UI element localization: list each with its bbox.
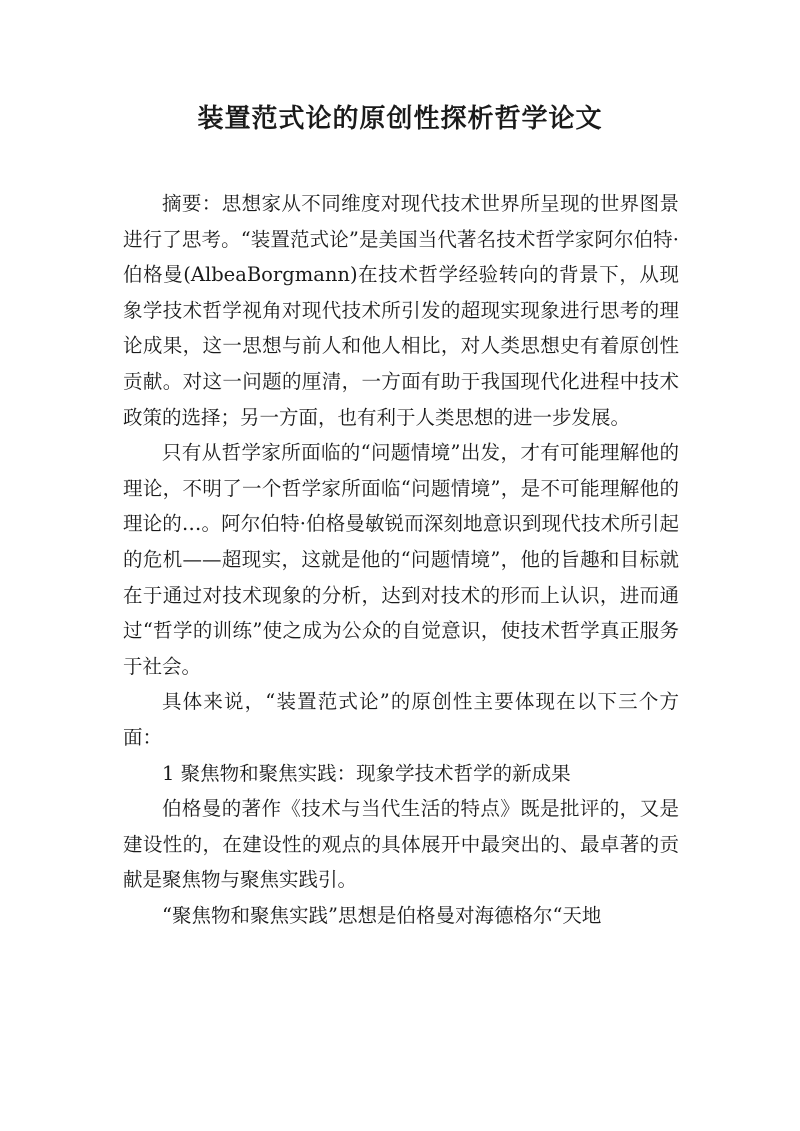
paragraph-problem-situation: 只有从哲学家所面临的“问题情境”出发，才有可能理解他的理论，不明了一个哲学家所面临“问题情境”，是不可能理解他的理论的…。阿尔伯特·伯格曼敏锐而深刻地意识到现代技术所引起的危机——超现实，这就是他的“问题情境”，他的旨趣和目标就在于通过对技术现象的分析，达到对技术的形而上认识，进而通过“哲学的训练”使之成为公众的自觉意识，使技术哲学真正服务于社会。 <box>123 441 679 678</box>
document-title: 装置范式论的原创性探析哲学论文 <box>197 104 603 134</box>
section-heading-1: 1 聚焦物和聚焦实践：现象学技术哲学的新成果 <box>162 761 571 785</box>
paragraph-borgmann-book: 伯格曼的著作《技术与当代生活的特点》既是批评的，又是建设性的，在建设性的观点的具体展开中最突出的、最卓著的贡献是聚焦物与聚焦实践引。 <box>123 797 679 892</box>
paragraph-focal-things: “聚焦物和聚焦实践”思想是伯格曼对海德格尔“天地 <box>162 903 602 927</box>
paragraph-three-aspects: 具体来说，“装置范式论”的原创性主要体现在以下三个方面： <box>123 690 679 749</box>
paragraph-abstract: 摘要：思想家从不同维度对现代技术世界所呈现的世界图景进行了思考。“装置范式论”是美国当代著名技术哲学家阿尔伯特·伯格曼(AlbeaBorgmann)在技术哲学经验转向的背景下，从现象学技术哲学视角对现代技术所引发的超现实现象进行思考的理论成果，这一思想与前人和他人相比，对人类思想史有着原创性贡献。对这一问题的厘清，一方面有助于我国现代化进程中技术政策的选择；另一方面，也有利于人类思想的进一步发展。 <box>123 192 679 429</box>
document-body <box>123 186 679 933</box>
